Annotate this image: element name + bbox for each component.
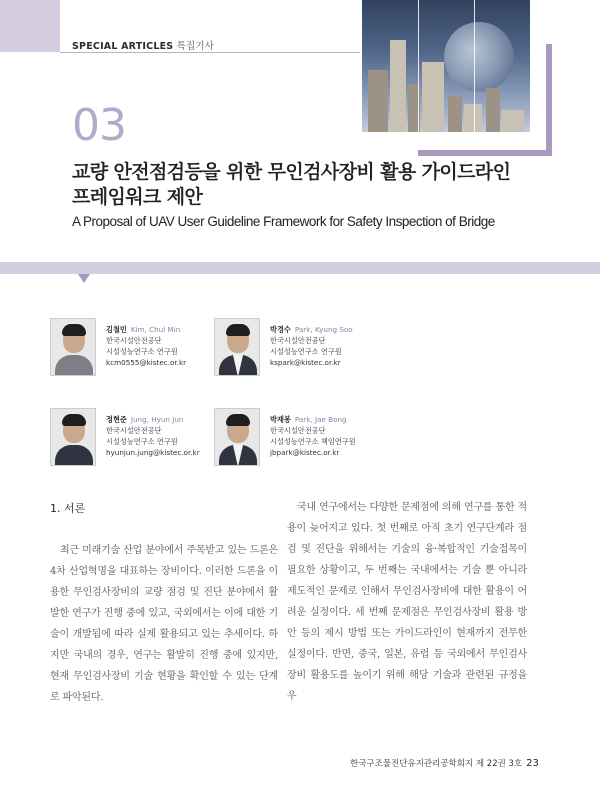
hero-frame-horizontal xyxy=(418,150,552,156)
author-name-ko: 김철민 xyxy=(106,325,127,334)
author-email: kspark@kistec.or.kr xyxy=(270,358,341,367)
author-dept: 시설성능연구소 연구원 xyxy=(106,347,178,356)
author-name-en: Kim, Chul Min xyxy=(130,325,181,334)
author-name-ko: 박재봉 xyxy=(270,415,291,424)
author-info xyxy=(106,324,186,368)
author-info xyxy=(270,324,353,368)
author-email: jbpark@kistec.or.kr xyxy=(270,448,340,457)
author-name-ko: 박경수 xyxy=(270,325,291,334)
building-shape xyxy=(464,104,482,132)
author-photo xyxy=(50,318,96,376)
author-email: hyunjun.jung@kistec.or.kr xyxy=(106,448,200,457)
author-name-en: Park, Jae Bong xyxy=(294,415,347,424)
body-paragraph: 최근 미래기술 산업 분야에서 주목받고 있는 드론은 4차 산업혁명을 대표하는 장비이다. 이러한 드론을 이용한 무인검사장비의 교량 점검 및 진단 분야에서 활발한 연구가 진행 중에 있고, 국외에서는 이에 대한 기술이 개발됨에 따라 실제 활용되고 있는 추세이다. 하지만 국내의 경우, 연구는 활발히 진행 중에 있지만, 현재 무인검사장비 기술 현황을 확인할 수 있는 단계로 파악된다. xyxy=(50,545,278,703)
author-org: 한국시설안전공단 xyxy=(270,426,326,435)
author-card xyxy=(214,318,434,382)
author-info xyxy=(106,414,200,458)
author-card xyxy=(214,408,434,472)
author-photo xyxy=(214,318,260,376)
author-name-en: Jung, Hyun Jun xyxy=(130,415,184,424)
author-info xyxy=(270,414,356,458)
section-tag-en: SPECIAL ARTICLES xyxy=(72,41,174,52)
section-tag-ko: 특집기사 xyxy=(176,41,215,52)
journal-name: 한국구조물진단유지관리공학회지 제 22권 3호 xyxy=(350,759,523,769)
author-name-ko: 정현준 xyxy=(106,415,127,424)
title-ko-line-1: 교량 안전점검등을 위한 무인검사장비 활용 가이드라인 xyxy=(72,161,511,183)
divider-pointer xyxy=(78,274,90,283)
building-shape xyxy=(390,40,406,132)
title-ko-line-2: 프레임워크 제안 xyxy=(72,186,203,208)
section-divider xyxy=(0,262,600,274)
section-heading: 1. 서론 xyxy=(50,502,86,515)
building-shape xyxy=(422,62,444,132)
corner-accent-block xyxy=(0,0,60,52)
body-paragraph: 국내 연구에서는 다양한 문제점에 의해 연구를 통한 적용이 늦어지고 있다. 첫 번째로 아직 초기 연구단계라 점검 및 진단을 위해서는 기술의 융·복합적인 기술접목이 필요한 상황이고, 두 번째는 국내에서는 기술 뿐 아니라 제도적인 문제로 인해서 무인검사장비에 대한 활용이 어려운 실정이다. 세 번째 문제점은 무인검사장비 활용 방안 등의 제시 방법 또는 가이드라인이 현재까지 전무한 실정이다. 반면, 중국, 일본, 유럽 등 국외에서 무인검사장비 활용도를 높이기 위해 해당 기술과 관련된 규정을 우 xyxy=(287,502,527,702)
building-shape xyxy=(502,110,524,132)
globe-graphic xyxy=(444,22,514,92)
building-shape xyxy=(448,96,462,132)
author-dept: 시설성능연구소 연구원 xyxy=(106,437,178,446)
article-title-korean xyxy=(72,160,532,210)
author-photo xyxy=(214,408,260,466)
article-number: 03 xyxy=(72,100,126,151)
page-footer xyxy=(350,757,539,769)
building-shape xyxy=(368,70,388,132)
building-shape xyxy=(486,88,500,132)
hero-panel-divider xyxy=(418,0,419,132)
page-number: 23 xyxy=(526,758,539,769)
article-title-english: A Proposal of UAV User Guideline Framework for Safety Inspection of Bridge xyxy=(72,214,495,229)
hero-frame-vertical xyxy=(546,44,552,156)
author-org: 한국시설안전공단 xyxy=(106,336,162,345)
hero-image xyxy=(362,0,530,132)
body-column-left xyxy=(50,540,278,708)
author-name-en: Park, Kyung Soo xyxy=(294,325,353,334)
author-org: 한국시설안전공단 xyxy=(270,336,326,345)
author-org: 한국시설안전공단 xyxy=(106,426,162,435)
author-email: kcm0555@kistec.or.kr xyxy=(106,358,187,367)
author-dept: 시설성능연구소 연구원 xyxy=(270,347,342,356)
body-column-right xyxy=(287,497,527,707)
hero-panel-divider xyxy=(474,0,475,132)
author-photo xyxy=(50,408,96,466)
author-dept: 시설성능연구소 책임연구원 xyxy=(270,437,356,446)
section-tag xyxy=(72,38,214,52)
header-rule xyxy=(60,52,360,53)
